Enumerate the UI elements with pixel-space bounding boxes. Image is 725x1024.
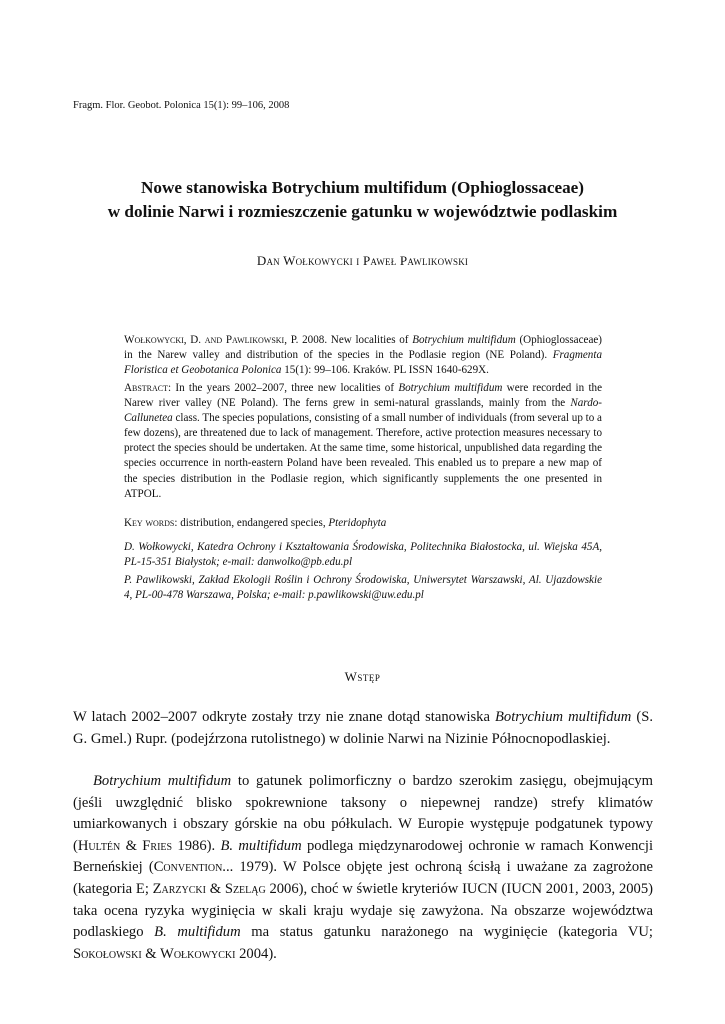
species-name: Botrychium multifidum bbox=[398, 382, 503, 394]
class-name: Nardo-Callunetea bbox=[124, 397, 602, 425]
keyword-taxon: Pteridophyta bbox=[328, 517, 387, 529]
journal-reference: Fragm. Flor. Geobot. Polonica 15(1): 99–106, 2008 bbox=[73, 100, 290, 111]
citation-ref: Zarzycki & Szeląg bbox=[152, 880, 266, 897]
article-title bbox=[40, 176, 685, 224]
journal-name: Fragmenta Floristica et Geobotanica Polonica bbox=[124, 349, 602, 377]
species-name: Botrychium multifidum bbox=[93, 773, 232, 789]
abstract-block: Abstract: In the years 2002–2007, three new localities of Botrychium multifidum were recorded in the Narew river valley (NE Poland). The ferns grew in semi-natural grasslands, mainly from the Nardo-Callunetea class. The species populations, consisting of a small number of individuals (from several up to a few dozens), are threatened due to lack of management. Therefore, active protection measures necessary to protect the species should be undertaken. At the same time, some historical, unpublished data regarding the species occurrence in north-eastern Poland have been revealed. This enabled us to prepare a new map of the species distribution in the Podlasie region, which significantly supplements the one presented in ATPOL. bbox=[124, 382, 603, 500]
author-names: Dan Wołkowycki i Paweł Pawlikowski bbox=[256, 253, 469, 268]
species-name: Botrychium multifidum bbox=[494, 709, 632, 725]
citation-ref: Convention... bbox=[153, 859, 234, 876]
section-heading: Wstęp bbox=[344, 669, 381, 684]
citation-block: Wołkowycki, D. and Pawlikowski, P. 2008. New localities of Botrychium multifidum (Ophioglossaceae) in the Narew valley and distribution of the species in the Podlasie region (NE Poland). Fragmenta Floristica et Geobotanica Polonica 15(1): 99–106. Kraków. PL ISSN 1640-629X. bbox=[124, 334, 602, 377]
body-paragraph-1: W latach 2002–2007 odkryte zostały trzy nie znane dotąd stanowiska Botrychium multifidum (S. G. Gmel.) Rupr. (podejźrzona rutolistnego) w dolinie Narwi na Nizinie Północnopodlaskiej. bbox=[73, 709, 653, 747]
citation-ref: Sokołowski & Wołkowycki bbox=[73, 945, 236, 962]
citation-ref: Hultén & Fries bbox=[77, 837, 173, 854]
species-name: B. multifidum bbox=[154, 924, 241, 941]
abstract-label: Abstract: bbox=[124, 382, 172, 394]
citation-authors: Wołkowycki, D. and Pawlikowski, P. bbox=[124, 334, 299, 346]
keywords-block: Key words: distribution, endangered species, Pteridophyta bbox=[124, 517, 387, 529]
species-name: B. multifidum bbox=[220, 837, 302, 854]
species-name: Botrychium multifidum bbox=[412, 334, 516, 346]
author-address-2: P. Pawlikowski, Zakład Ekologii Roślin i Ochrony Środowiska, Uniwersytet Warszawski, Al. Ujazdowskie 4, PL-00-478 Warszawa, Polska; e-mail: p.pawlikowski@uw.edu.pl bbox=[124, 574, 602, 602]
author-address-1: D. Wołkowycki, Katedra Ochrony i Kształtowania Środowiska, Politechnika Białostocka, ul. Wiejska 45A, PL-15-351 Białystok; e-mail: danwolko@pb.edu.pl bbox=[124, 541, 602, 569]
body-paragraph-2: Botrychium multifidum to gatunek polimorficzny o bardzo szerokim zasięgu, obejmującym (jeśli uwzględnić blisko spokrewnione taksony o niepewnej randze) strefy klimatów umiarkowanych i obszary górskie na obu półkulach. W Europie występuje podgatunek typowy (Hultén & Fries 1986). B. multifidum podlega międzynarodowej ochronie w ramach Konwencji Berneńskiej (Convention... 1979). W Polsce objęte jest ochroną ścisłą i uważane za zagrożone (kategoria E; Zarzycki & Szeląg 2006), choć w świetle kryteriów IUCN (IUCN 2001, 2003, 2005) taka ocena ryzyka wyginięcia w skali kraju wydaje się zawyżona. Na obszarze województwa podlaskiego B. multifidum ma status gatunku narażonego na wyginięcie (kategoria VU; Sokołowski & Wołkowycki 2004). bbox=[73, 773, 653, 962]
title-line-2: w dolinie Narwi i rozmieszczenie gatunku w województwie podlaskim bbox=[107, 202, 618, 221]
keywords-label: Key words: bbox=[124, 517, 178, 529]
title-line-1: Nowe stanowiska Botrychium multifidum (Ophioglossaceae) bbox=[140, 178, 585, 197]
